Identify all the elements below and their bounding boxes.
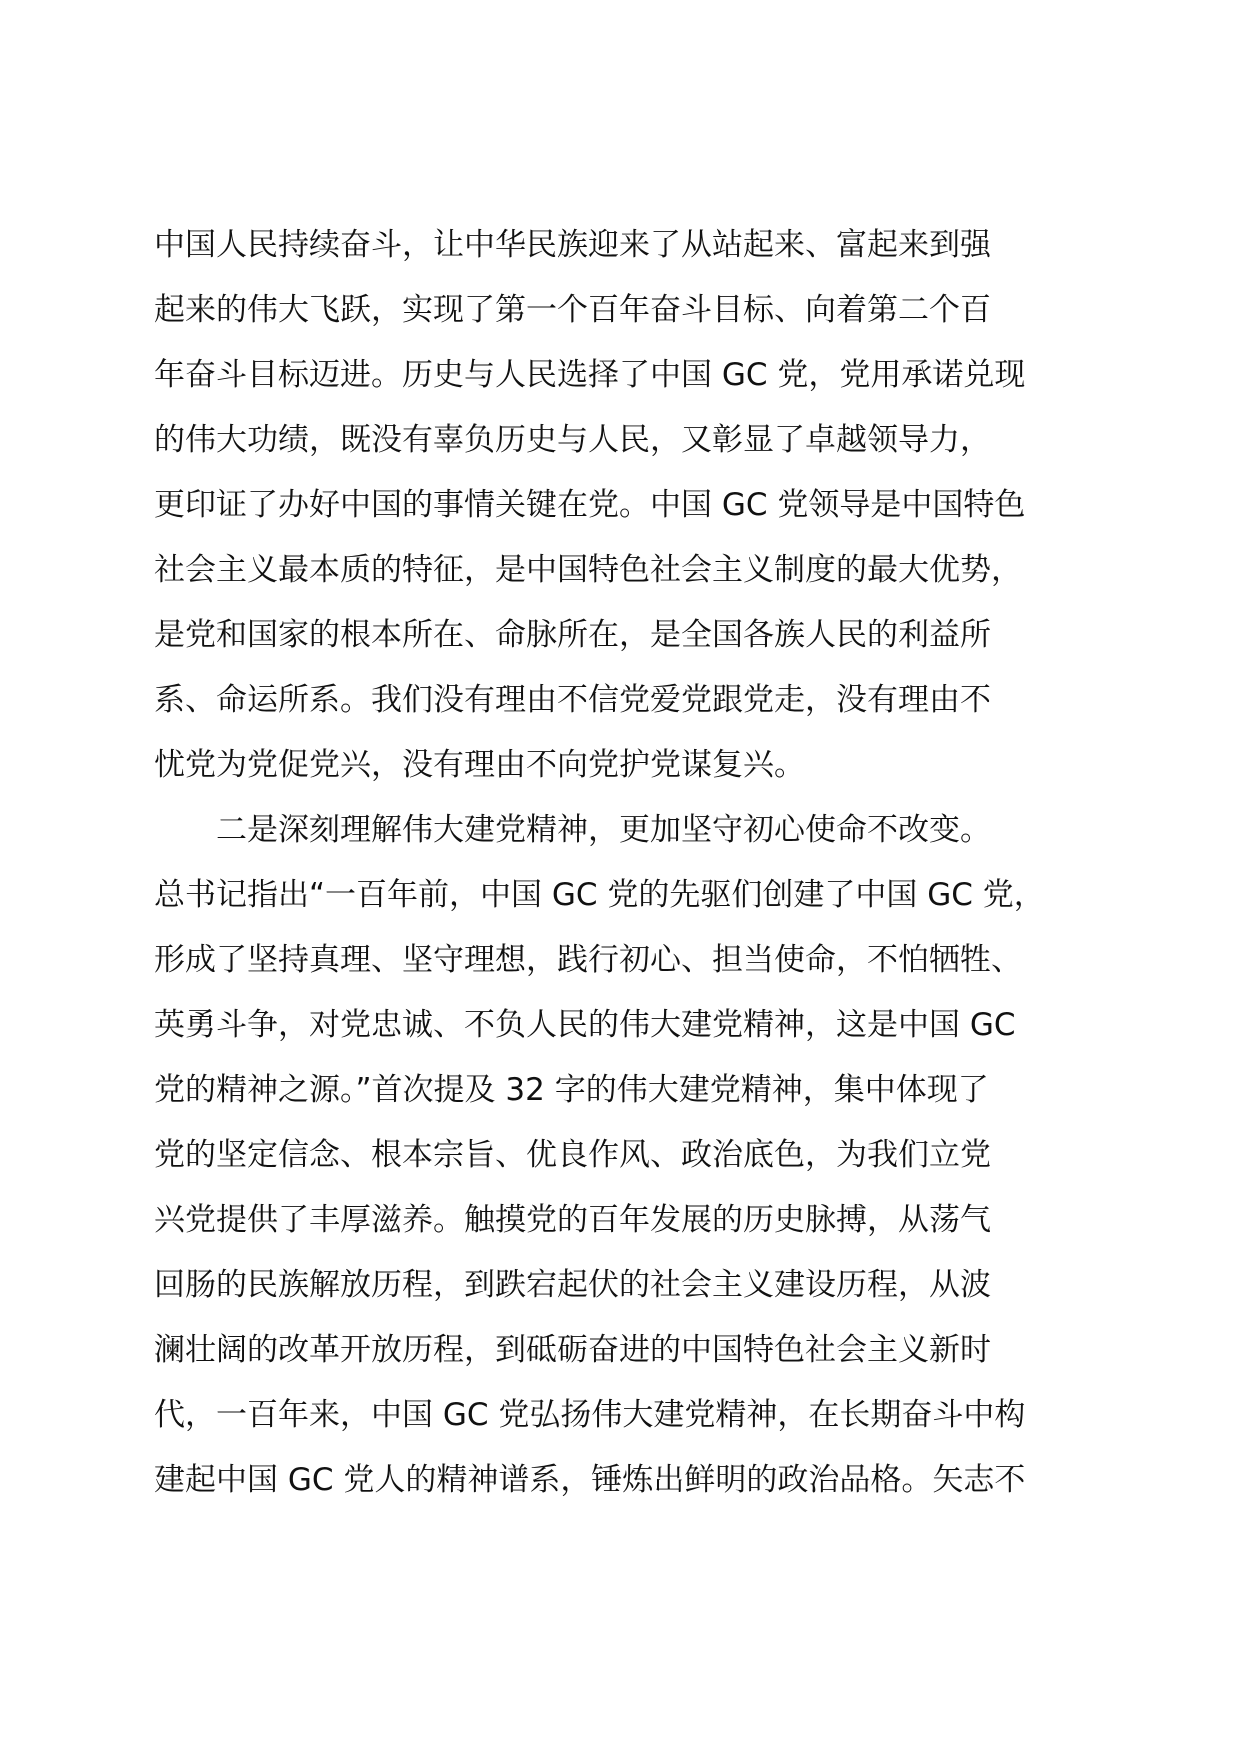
- text-line: 年奋斗目标迈进。历史与人民选择了中国 GC 党，党用承诺兑现: [154, 357, 1026, 393]
- text-line: 更印证了办好中国的事情关键在党。中国 GC 党领导是中国特色: [154, 487, 1026, 523]
- text-line: 党的精神之源。”首次提及 32 字的伟大建党精神，集中体现了: [154, 1072, 989, 1108]
- text-line: 党的坚定信念、根本宗旨、优良作风、政治底色，为我们立党: [154, 1137, 991, 1173]
- text-line: 起来的伟大飞跃，实现了第一个百年奋斗目标、向着第二个百: [154, 292, 991, 328]
- text-line: 二是深刻理解伟大建党精神，更加坚守初心使命不改变。: [154, 812, 991, 848]
- text-line: 回肠的民族解放历程，到跌宕起伏的社会主义建设历程，从波: [154, 1267, 991, 1303]
- text-line: 忧党为党促党兴，没有理由不向党护党谋复兴。: [154, 747, 805, 783]
- text-line: 建起中国 GC 党人的精神谱系，锤炼出鲜明的政治品格。矢志不: [154, 1462, 1026, 1498]
- text-line: 澜壮阔的改革开放历程，到砥砺奋进的中国特色社会主义新时: [154, 1332, 991, 1368]
- text-line: 系、命运所系。我们没有理由不信党爱党跟党走，没有理由不: [154, 682, 991, 718]
- text-line: 代，一百年来，中国 GC 党弘扬伟大建党精神，在长期奋斗中构: [154, 1397, 1026, 1433]
- text-line: 中国人民持续奋斗，让中华民族迎来了从站起来、富起来到强: [154, 227, 991, 263]
- body-text: [154, 217, 1114, 1517]
- text-line: 的伟大功绩，既没有辜负历史与人民，又彰显了卓越领导力，: [154, 422, 991, 458]
- text-line: 总书记指出“一百年前，中国 GC 党的先驱们创建了中国 GC 党，: [154, 877, 1045, 913]
- text-line: 形成了坚持真理、坚守理想，践行初心、担当使命，不怕牺牲、: [154, 942, 1022, 978]
- text-line: 英勇斗争，对党忠诚、不负人民的伟大建党精神，这是中国 GC: [154, 1007, 1016, 1043]
- text-line: 兴党提供了丰厚滋养。触摸党的百年发展的历史脉搏，从荡气: [154, 1202, 991, 1238]
- text-line: 社会主义最本质的特征，是中国特色社会主义制度的最大优势，: [154, 552, 1022, 588]
- text-line: 是党和国家的根本所在、命脉所在，是全国各族人民的利益所: [154, 617, 991, 653]
